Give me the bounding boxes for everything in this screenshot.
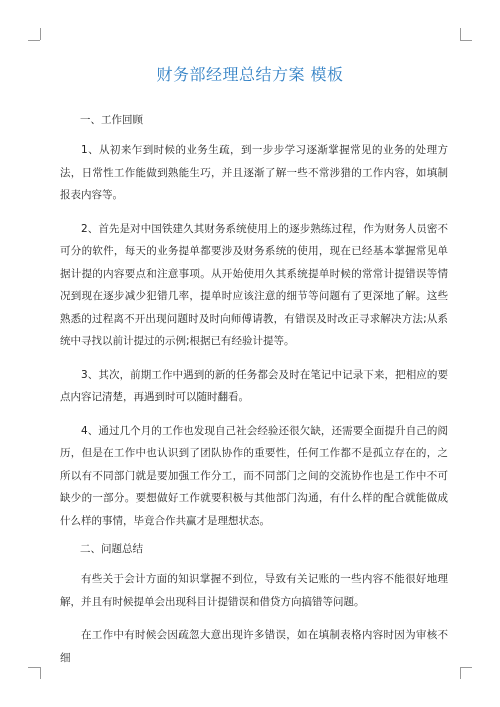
document-body — [60, 114, 448, 680]
crop-mark-top-left-h — [28, 40, 40, 41]
section-heading-problems: 二、问题总结 — [80, 543, 143, 555]
document-title: 财务部经理总结方案 模板 — [156, 65, 344, 84]
section-heading-review: 一、工作回顾 — [80, 114, 143, 126]
paragraph-3: 3、其次，前期工作中遇到的新的任务都会及时在笔记中记录下来，把相应的要点内容记清楚，再遇到时可以随时翻看。 — [60, 368, 448, 403]
paragraph-6: 在工作中有时候会因疏忽大意出现许多错误，如在填制表格内容时因为审核不细 — [60, 629, 448, 664]
paragraph-4: 4、通过几个月的工作也发现自己社会经验还很欠缺，还需要全面提升自己的阅历，但是在工作中也认识到了团队协作的重要性，任何工作都不是孤立存在的，之所以有不同部门就是要加强工作分工，而不同部门之间的交流协作也是工作中不可缺少的一部分。要想做好工作就要积极与其他部门沟通，有什么样的配合就能做成什么样的事情，毕竟合作共赢才是理想状态。 — [60, 424, 448, 527]
crop-mark-bottom-right-v — [460, 667, 461, 679]
crop-mark-bottom-left-h — [28, 667, 40, 668]
crop-mark-bottom-right-h — [460, 667, 472, 668]
crop-mark-top-left-v — [40, 28, 41, 40]
paragraph-2: 2、首先是对中国铁建久其财务系统使用上的逐步熟练过程，作为财务人员密不可分的软件，每天的业务提单都要涉及财务系统的使用，现在已经基本掌握常见单据计提的内容要点和注意事项。从开始使用久其系统提单时候的常常计提错误等情况到现在逐步减少犯错几率，提单时应该注意的细节等问题有了更深地了解。这些熟悉的过程离不开出现问题时及时向师傅请教，有错误及时改正寻求解决方法;从系统中寻找以前计提过的示例;根据已有经验计提等。 — [60, 222, 448, 347]
paragraph-1: 1、从初来乍到时候的业务生疏，到一步步学习逐渐掌握常见的业务的处理方法，日常性工作能做到熟能生巧，并且逐渐了解一些不常涉猎的工作内容，如填制报表内容等。 — [60, 144, 448, 201]
crop-mark-bottom-left-v — [40, 667, 41, 679]
crop-mark-top-right-h — [460, 40, 472, 41]
paragraph-5: 有些关于会计方面的知识掌握不到位，导致有关记账的一些内容不能很好地理解，并且有时候提单会出现科目计提错误和借贷方向搞错等问题。 — [60, 573, 448, 608]
crop-mark-top-right-v — [460, 28, 461, 40]
